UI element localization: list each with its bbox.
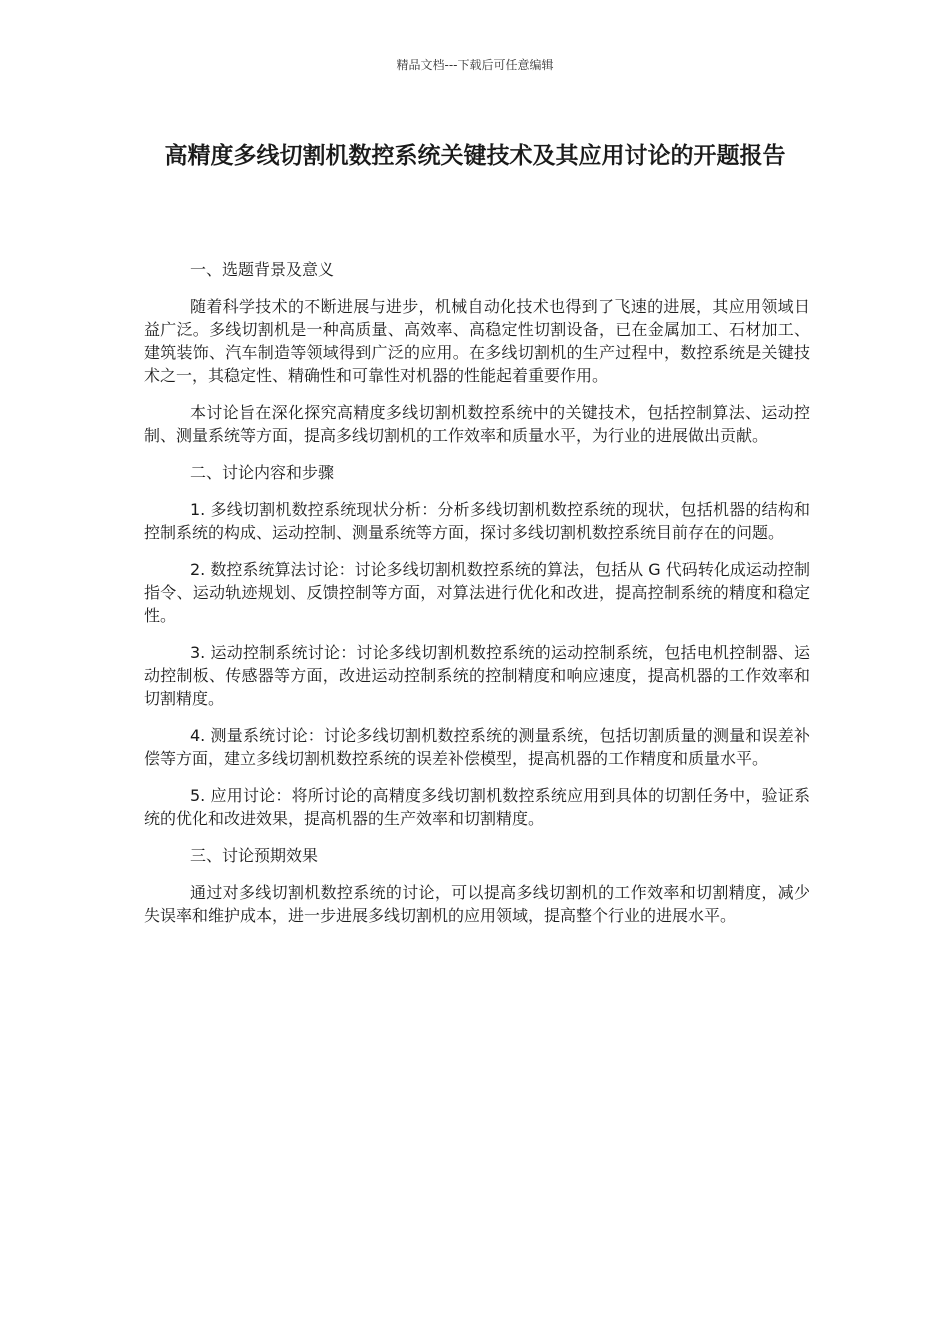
section-background — [144, 258, 810, 447]
section-content-steps — [144, 461, 810, 830]
paragraph: 4. 测量系统讨论：讨论多线切割机数控系统的测量系统，包括切割质量的测量和误差补偿等方面，建立多线切割机数控系统的误差补偿模型，提高机器的工作精度和质量水平。 — [144, 726, 810, 768]
paragraph: 通过对多线切割机数控系统的讨论，可以提高多线切割机的工作效率和切割精度，减少失误率和维护成本，进一步进展多线切割机的应用领域，提高整个行业的进展水平。 — [144, 883, 810, 925]
section-expected-results — [144, 844, 810, 927]
section-heading: 三、讨论预期效果 — [190, 846, 319, 865]
section-heading: 一、选题背景及意义 — [190, 260, 335, 279]
paragraph: 5. 应用讨论：将所讨论的高精度多线切割机数控系统应用到具体的切割任务中，验证系统的优化和改进效果，提高机器的生产效率和切割精度。 — [144, 786, 810, 828]
document-title: 高精度多线切割机数控系统关键技术及其应用讨论的开题报告 — [164, 143, 786, 169]
paragraph: 本讨论旨在深化探究高精度多线切割机数控系统中的关键技术，包括控制算法、运动控制、测量系统等方面，提高多线切割机的工作效率和质量水平，为行业的进展做出贡献。 — [144, 403, 810, 445]
paragraph: 1. 多线切割机数控系统现状分析：分析多线切割机数控系统的现状，包括机器的结构和控制系统的构成、运动控制、测量系统等方面，探讨多线切割机数控系统目前存在的问题。 — [144, 500, 810, 542]
page-header: 精品文档---下载后可任意编辑 — [396, 58, 554, 72]
document-body — [144, 258, 810, 941]
paragraph: 3. 运动控制系统讨论：讨论多线切割机数控系统的运动控制系统，包括电机控制器、运动控制板、传感器等方面，改进运动控制系统的控制精度和响应速度，提高机器的工作效率和切割精度。 — [144, 643, 810, 708]
paragraph: 随着科学技术的不断进展与进步，机械自动化技术也得到了飞速的进展，其应用领域日益广泛。多线切割机是一种高质量、高效率、高稳定性切割设备，已在金属加工、石材加工、建筑装饰、汽车制造等领域得到广泛的应用。在多线切割机的生产过程中，数控系统是关键技术之一，其稳定性、精确性和可靠性对机器的性能起着重要作用。 — [144, 297, 810, 385]
paragraph: 2. 数控系统算法讨论：讨论多线切割机数控系统的算法，包括从 G 代码转化成运动控制指令、运动轨迹规划、反馈控制等方面，对算法进行优化和改进，提高控制系统的精度和稳定性。 — [144, 560, 810, 625]
section-heading: 二、讨论内容和步骤 — [190, 463, 335, 482]
